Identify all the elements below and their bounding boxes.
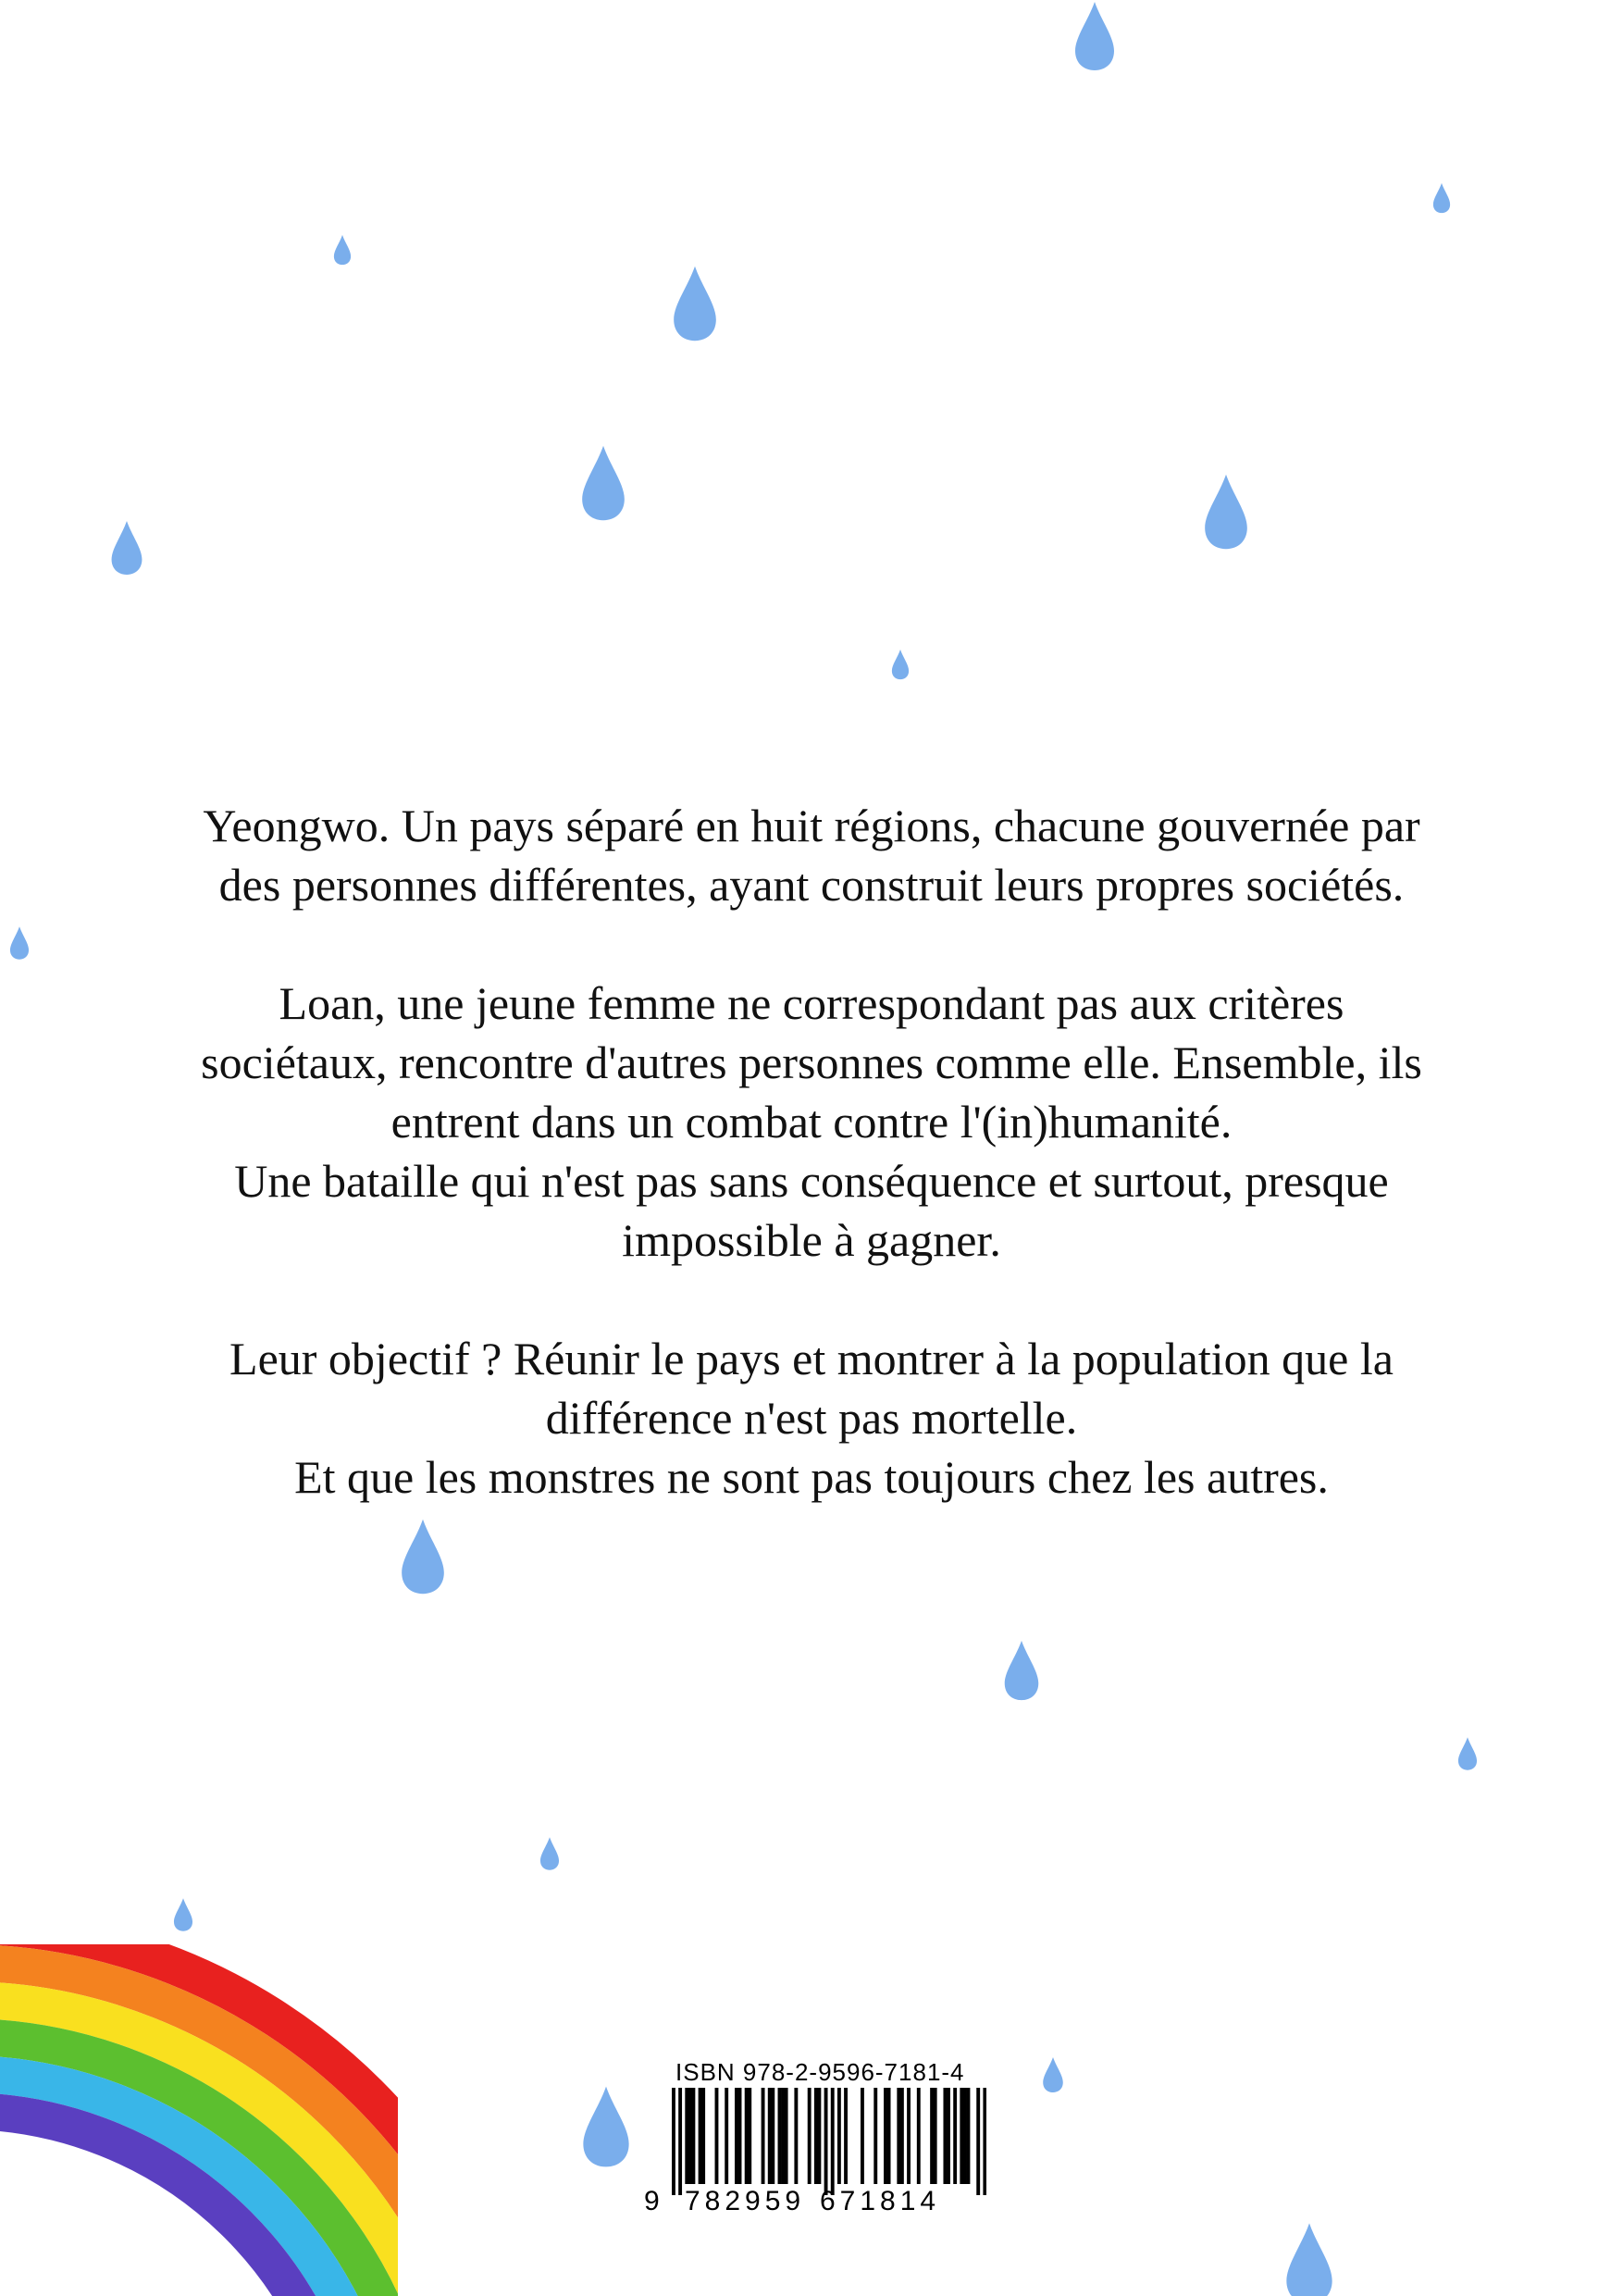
barcode-bar — [873, 2088, 877, 2184]
blurb-line: sociétaux, rencontre d'autres personnes comme elle. Ensemble, ils — [201, 1036, 1422, 1088]
barcode-digit-first: 9 — [644, 2186, 664, 2216]
barcode-bar — [824, 2088, 828, 2195]
isbn-label: ISBN 978-2-9596-7181-4 — [675, 2058, 965, 2086]
barcode-bar — [771, 2088, 774, 2184]
blurb-line: Une bataille qui n'est pas sans conséquence et surtout, presque — [234, 1155, 1389, 1207]
blurb-line: Loan, une jeune femme ne correspondant pas aux critères — [279, 977, 1344, 1029]
raindrop-icon — [333, 233, 352, 267]
raindrop-icon — [581, 2084, 631, 2169]
barcode-bar — [768, 2088, 772, 2184]
blurb-line: Leur objectif ? Réunir le pays et montrer à la population que la — [229, 1333, 1394, 1384]
isbn-barcode — [644, 2056, 988, 2219]
barcode-bar — [715, 2088, 719, 2184]
raindrop-icon — [400, 1516, 446, 1597]
raindrop-icon — [891, 648, 910, 681]
barcode-bar — [953, 2088, 957, 2184]
barcode-digits-left: 782959 — [685, 2186, 806, 2216]
raindrop-icon — [1203, 470, 1249, 553]
raindrop-icon — [539, 1836, 560, 1871]
barcode-bar — [678, 2088, 682, 2195]
barcode-bar — [781, 2088, 785, 2184]
barcode-bar — [808, 2088, 812, 2184]
blurb-line: impossible à gagner. — [622, 1214, 1001, 1266]
barcode-bar — [976, 2088, 980, 2195]
raindrop-icon — [1042, 2056, 1064, 2093]
barcode-bar — [837, 2088, 841, 2184]
barcode-bar — [699, 2088, 702, 2184]
barcode-bar — [725, 2088, 728, 2184]
barcode-bar — [762, 2088, 765, 2184]
barcode-bar — [778, 2088, 782, 2184]
barcode-bar — [691, 2088, 695, 2184]
raindrop-icon — [110, 518, 143, 577]
barcode-bar — [785, 2088, 788, 2184]
blurb-line: Et que les monstres ne sont pas toujours chez les autres. — [294, 1451, 1329, 1503]
barcode-bar — [907, 2088, 911, 2184]
barcode-bar — [831, 2088, 835, 2195]
raindrop-icon — [672, 263, 718, 344]
barcode-bar — [844, 2088, 848, 2184]
barcode-bar — [934, 2088, 937, 2184]
barcode-bar — [738, 2088, 742, 2184]
back-cover-blurb — [93, 796, 1530, 1507]
raindrop-icon — [173, 1897, 193, 1932]
barcode-bar — [814, 2088, 818, 2184]
barcode-bar — [861, 2088, 864, 2184]
blurb-line: Yeongwo. Un pays séparé en huit régions, chacune gouvernée par — [203, 800, 1420, 851]
raindrop-icon — [1003, 1638, 1040, 1703]
barcode-icon — [672, 2088, 986, 2195]
barcode-bar — [960, 2088, 963, 2184]
barcode-bar — [967, 2088, 971, 2184]
barcode-bar — [887, 2088, 891, 2184]
raindrop-icon — [1073, 0, 1116, 72]
raindrop-icon — [1284, 2221, 1334, 2296]
barcode-bar — [672, 2088, 675, 2195]
barcode-bar — [688, 2088, 692, 2184]
barcode-bar — [917, 2088, 921, 2184]
barcode-bar — [963, 2088, 967, 2184]
barcode-bar — [735, 2088, 738, 2184]
barcode-bar — [930, 2088, 934, 2184]
blurb-line: entrent dans un combat contre l'(in)humanité. — [390, 1096, 1233, 1148]
raindrop-icon — [580, 442, 626, 524]
barcode-bar — [685, 2088, 688, 2184]
barcode-digits-right: 671814 — [820, 2186, 941, 2216]
raindrop-icon — [1457, 1736, 1478, 1771]
barcode-bar — [748, 2088, 751, 2184]
barcode-bar — [884, 2088, 887, 2184]
raindrop-icon — [9, 925, 30, 961]
barcode-bar — [900, 2088, 904, 2184]
barcode-bar — [947, 2088, 950, 2184]
barcode-bar — [897, 2088, 900, 2184]
barcode-bar — [745, 2088, 749, 2184]
barcode-bar — [794, 2088, 798, 2184]
barcode-bar — [983, 2088, 986, 2195]
blurb-line: différence n'est pas mortelle. — [545, 1392, 1078, 1444]
blurb-line: des personnes différentes, ayant construit leurs propres sociétés. — [218, 859, 1405, 911]
raindrop-icon — [1432, 181, 1451, 215]
barcode-bar — [701, 2088, 705, 2184]
barcode-bar — [943, 2088, 947, 2184]
barcode-bar — [817, 2088, 821, 2184]
rainbow-icon — [0, 1944, 398, 2296]
